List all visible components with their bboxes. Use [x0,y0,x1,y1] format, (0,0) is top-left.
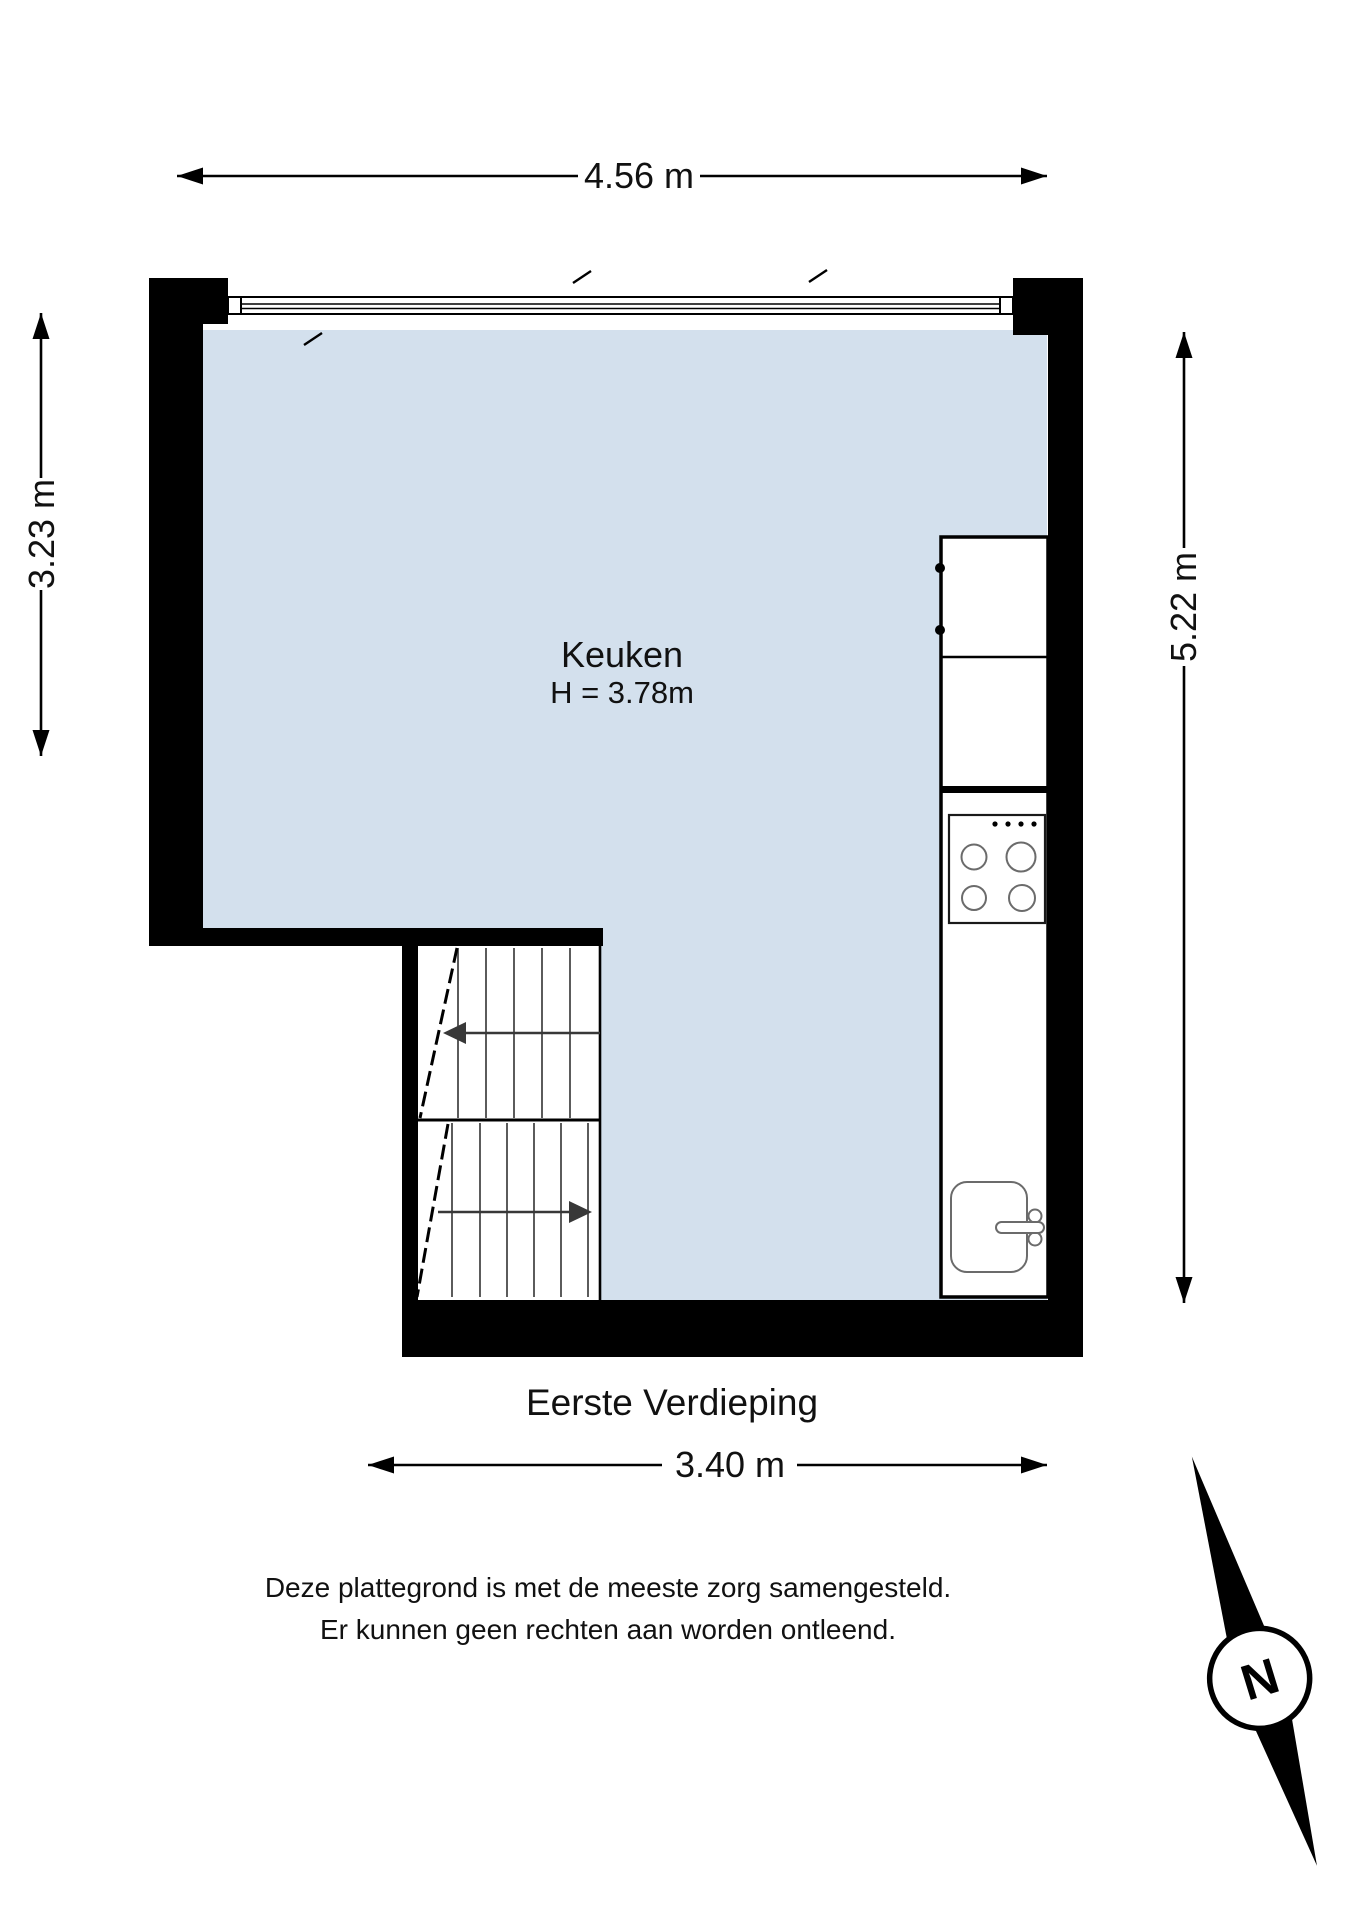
kitchen-floor [203,330,1047,1300]
counter-separator [941,786,1048,793]
compass-north-label: N [1234,1647,1286,1712]
room-height-label: H = 3.78m [550,675,694,710]
window-tick [573,271,591,283]
compass-icon [1144,1442,1358,1881]
window-end-cap [228,297,241,314]
wall-corner-top-right [1013,278,1083,335]
dimension-right-label: 5.22 m [1163,551,1204,663]
dimension-left [21,313,62,756]
dimension-right [1163,332,1204,1303]
dimension-bottom [368,1444,1047,1485]
dimension-left-label: 3.23 m [21,478,62,590]
floor-title: Eerste Verdieping [525,1382,819,1423]
dimension-bottom-label: 3.40 m [674,1444,786,1485]
dimension-top [177,155,1047,196]
disclaimer-line-2: Er kunnen geen rechten aan worden ontleend. [320,1614,896,1645]
wall-left [149,278,203,946]
dimension-top-label: 4.56 m [583,155,695,196]
staircase [417,946,601,1300]
hinge-icon [935,563,945,573]
room-name-label: Keuken [560,634,684,675]
window-tick [809,270,827,282]
wall-bottom [402,1300,1083,1357]
wall-stair-left [402,946,418,1357]
window-end-cap [1000,297,1013,314]
wall-mid-horizontal [149,928,603,946]
wall-right [1048,282,1083,1357]
disclaimer-line-1: Deze plattegrond is met de meeste zorg samengesteld. [264,1572,952,1603]
disclaimer [265,1572,951,1645]
hinge-icon [935,625,945,635]
stove-icon [949,815,1045,923]
kitchen-counter [935,537,1048,1297]
